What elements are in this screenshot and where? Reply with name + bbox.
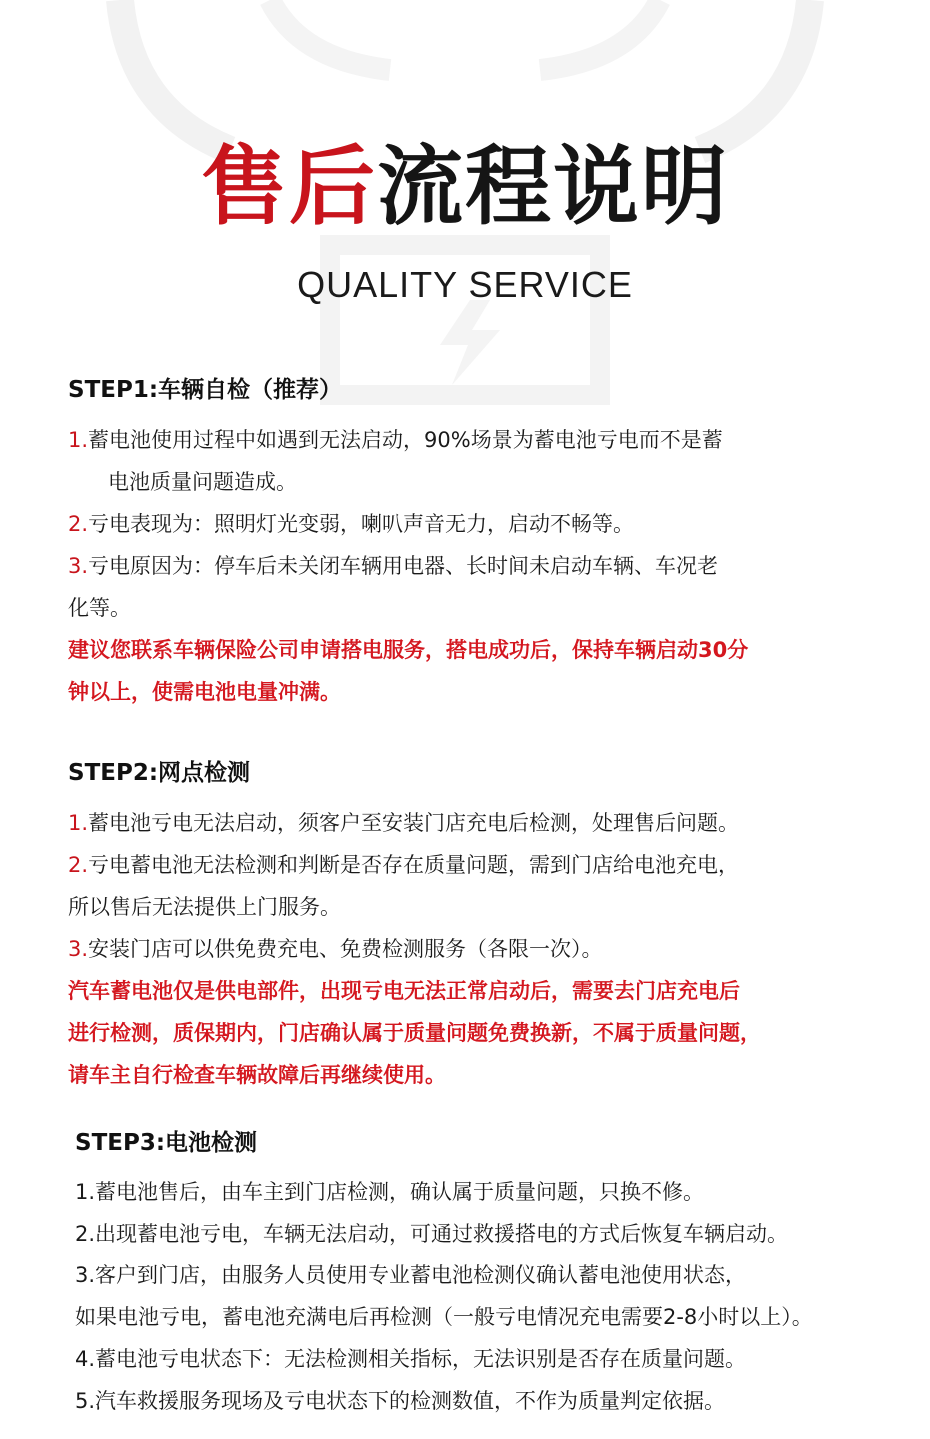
item-text: 蓄电池使用过程中如遇到无法启动，90%场景为蓄电池亏电而不是蓄	[88, 428, 723, 452]
item-number: 3.	[68, 937, 89, 961]
item-text: 亏电蓄电池无法检测和判断是否存在质量问题，需到门店给电池充电，	[88, 853, 740, 877]
step3-title: STEP3:电池检测	[75, 1130, 258, 1156]
item-text: 蓄电池售后，由车主到门店检测，确认属于质量问题，只换不修。	[95, 1180, 705, 1204]
step2-title: STEP2:网点检测	[68, 760, 251, 786]
step3-item-3-cont: 如果电池亏电，蓄电池充满电后再检测（一般亏电情况充电需要2-8小时以上）。	[75, 1305, 813, 1330]
item-text: 出现蓄电池亏电，车辆无法启动，可通过救援搭电的方式后恢复车辆启动。	[95, 1221, 789, 1246]
item-text: 蓄电池亏电状态下：无法检测相关指标，无法识别是否存在质量问题。	[95, 1346, 747, 1371]
item-number: 3.	[68, 554, 89, 578]
step2-note-line-2: 进行检测，质保期内，门店确认属于质量问题免费换新，不属于质量问题，	[68, 1021, 761, 1045]
step1-item-1	[68, 419, 868, 461]
step1-title: STEP1:车辆自检（推荐）	[68, 377, 343, 403]
step2-item-2-cont: 所以售后无法提供上门服务。	[68, 895, 341, 919]
item-number: 1.	[75, 1180, 96, 1204]
step2-item-3	[68, 928, 868, 970]
step1-note-line-2: 钟以上，使需电池电量冲满。	[68, 680, 341, 704]
item-text: 安装门店可以供免费充电、免费检测服务（各限一次）。	[88, 937, 603, 961]
step1-section	[68, 375, 868, 713]
item-text: 汽车救援服务现场及亏电状态下的检测数值，不作为质量判定依据。	[95, 1388, 726, 1413]
step1-note-line-1: 建议您联系车辆保险公司申请搭电服务，搭电成功后，保持车辆启动30分	[68, 638, 749, 662]
item-text: 客户到门店，由服务人员使用专业蓄电池检测仪确认蓄电池使用状态，	[95, 1263, 747, 1288]
item-number: 1.	[68, 811, 89, 835]
title-accent: 售后	[201, 137, 377, 237]
item-number: 2.	[68, 853, 89, 877]
step3-item-2	[75, 1214, 875, 1256]
item-text: 蓄电池亏电无法启动，须客户至安装门店充电后检测，处理售后问题。	[88, 811, 740, 835]
item-number: 3.	[75, 1263, 96, 1288]
title-rest: 流程说明	[377, 137, 729, 237]
step2-note-line-3: 请车主自行检查车辆故障后再继续使用。	[68, 1063, 446, 1087]
step1-item-1-cont: 电池质量问题造成。	[108, 470, 297, 494]
item-text: 亏电表现为：照明灯光变弱，喇叭声音无力，启动不畅等。	[88, 512, 635, 536]
step2-item-2	[68, 844, 868, 886]
step2-item-1	[68, 802, 868, 844]
item-number: 1.	[68, 428, 89, 452]
header	[0, 132, 930, 306]
item-number: 5.	[75, 1388, 96, 1413]
step3-section	[75, 1128, 875, 1422]
step3-item-5	[75, 1381, 875, 1423]
item-number: 2.	[75, 1221, 96, 1246]
step1-item-3	[68, 545, 868, 587]
item-number: 4.	[75, 1346, 96, 1371]
step3-item-1	[75, 1172, 875, 1214]
step2-note-line-1: 汽车蓄电池仅是供电部件，出现亏电无法正常启动后，需要去门店充电后	[68, 979, 740, 1003]
step1-item-3-cont: 化等。	[68, 596, 131, 620]
item-text: 亏电原因为：停车后未关闭车辆用电器、长时间未启动车辆、车况老	[88, 554, 719, 578]
step3-item-3	[75, 1255, 875, 1297]
page-subtitle: QUALITY SERVICE	[297, 264, 633, 305]
step2-section	[68, 758, 868, 1096]
item-number: 2.	[68, 512, 89, 536]
page-title	[0, 132, 930, 242]
step3-item-4	[75, 1339, 875, 1381]
step1-item-2	[68, 503, 868, 545]
